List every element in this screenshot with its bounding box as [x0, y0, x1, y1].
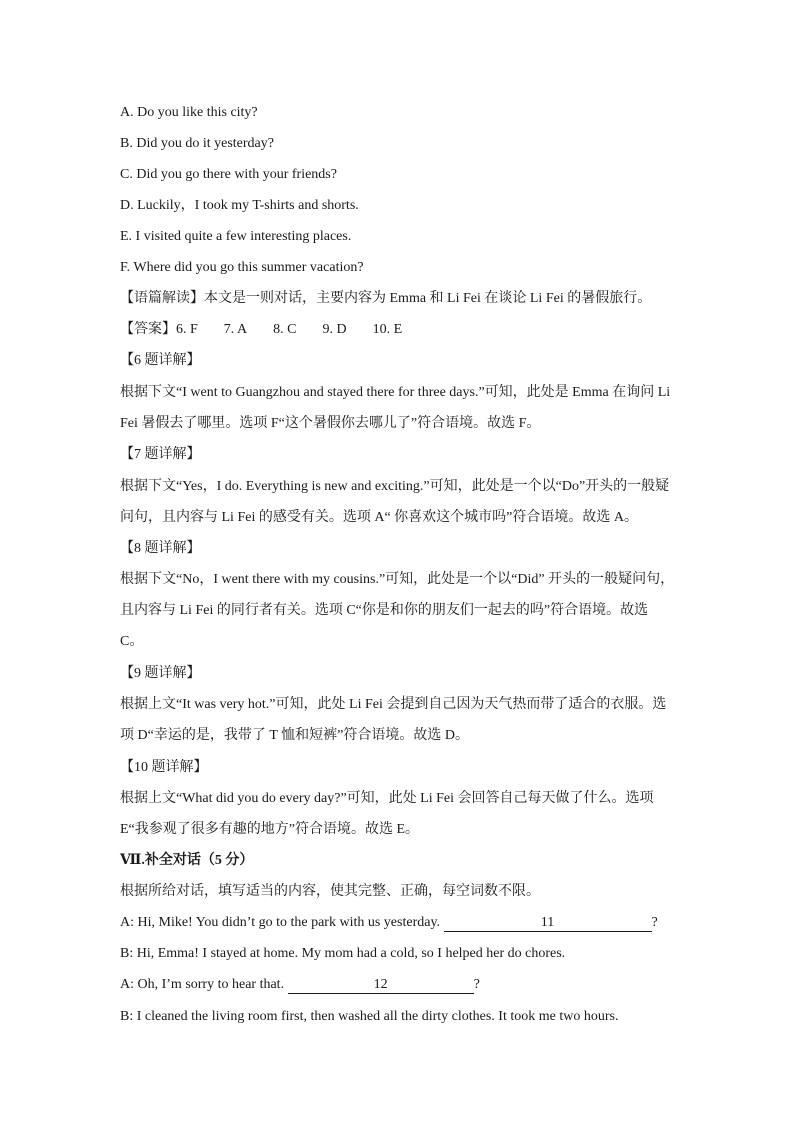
detail-9-heading: 【9 题详解】 — [120, 666, 201, 681]
dialogue-b1: B: Hi, Emma! I stayed at home. My mom had a cold, so I helped her do chores. — [120, 946, 566, 961]
detail-6-line-1: 根据下文“I went to Guangzhou and stayed there for three days.”可知，此处是 Emma 在询问 Li — [120, 385, 671, 400]
answer-9: 9. D — [322, 322, 347, 337]
detail-8-line-3: C。 — [120, 634, 144, 649]
detail-8-heading: 【8 题详解】 — [120, 541, 201, 556]
blank-12[interactable]: 12 — [288, 977, 474, 994]
dialogue-a2-text: A: Oh, I’m sorry to hear that. — [120, 977, 285, 992]
detail-10-line-1: 根据上文“What did you do every day?”可知，此处 Li Fei 会回答自己每天做了什么。选项 — [120, 791, 654, 806]
option-e: E. I visited quite a few interesting places. — [120, 229, 352, 244]
detail-9-line-2: 项 D“幸运的是，我带了 T 恤和短裤”符合语境。故选 D。 — [120, 728, 469, 743]
blank-11[interactable]: 11 — [444, 915, 652, 932]
detail-10-heading: 【10 题详解】 — [120, 760, 208, 775]
detail-8-line-1: 根据下文“No，I went there with my cousins.”可知，此处是一个以“Did” 开头的一般疑问句， — [120, 572, 675, 587]
detail-7-line-1: 根据下文“Yes，I do. Everything is new and exciting.”可知，此处是一个以“Do”开头的一般疑 — [120, 479, 670, 494]
passage-summary: 【语篇解读】本文是一则对话，主要内容为 Emma 和 Li Fei 在谈论 Li Fei 的暑假旅行。 — [120, 291, 652, 306]
option-f: F. Where did you go this summer vacation? — [120, 260, 364, 275]
dialogue-a1-text: A: Hi, Mike! You didn’t go to the park with us yesterday. — [120, 915, 441, 930]
dialogue-a1 — [120, 913, 680, 933]
dialogue-b2: B: I cleaned the living room first, then washed all the dirty clothes. It took me two hours. — [120, 1009, 619, 1024]
answer-7: 7. A — [223, 322, 248, 337]
option-b: B. Did you do it yesterday? — [120, 136, 274, 151]
option-c: C. Did you go there with your friends? — [120, 167, 337, 182]
answer-line — [120, 320, 680, 340]
option-a: A. Do you like this city? — [120, 105, 258, 120]
answer-10: 10. E — [372, 322, 403, 337]
answer-label: 【答案】 — [120, 322, 176, 337]
detail-7-line-2: 问句，且内容与 Li Fei 的感受有关。选项 A“ 你喜欢这个城市吗”符合语境。故选 A。 — [120, 510, 638, 525]
option-d: D. Luckily，I took my T-shirts and shorts. — [120, 198, 359, 213]
detail-10-line-2: E“我参观了很多有趣的地方”符合语境。故选 E。 — [120, 822, 420, 837]
answer-6: 6. F — [176, 322, 198, 337]
section-7-instruction: 根据所给对话，填写适当的内容，使其完整、正确，每空词数不限。 — [120, 884, 540, 899]
detail-6-heading: 【6 题详解】 — [120, 353, 201, 368]
detail-7-heading: 【7 题详解】 — [120, 447, 201, 462]
dialogue-a2-end: ? — [473, 977, 480, 992]
section-7-title: Ⅶ.补全对话（5 分） — [120, 853, 254, 868]
dialogue-a1-end: ? — [651, 915, 658, 930]
dialogue-a2 — [120, 975, 680, 995]
detail-8-line-2: 且内容与 Li Fei 的同行者有关。选项 C“你是和你的朋友们一起去的吗”符合语境。故选 — [120, 603, 649, 618]
answer-8: 8. C — [273, 322, 297, 337]
detail-9-line-1: 根据上文“It was very hot.”可知，此处 Li Fei 会提到自己因为天气热而带了适合的衣服。选 — [120, 697, 667, 712]
detail-6-line-2: Fei 暑假去了哪里。选项 F“这个暑假你去哪儿了”符合语境。故选 F。 — [120, 416, 541, 431]
